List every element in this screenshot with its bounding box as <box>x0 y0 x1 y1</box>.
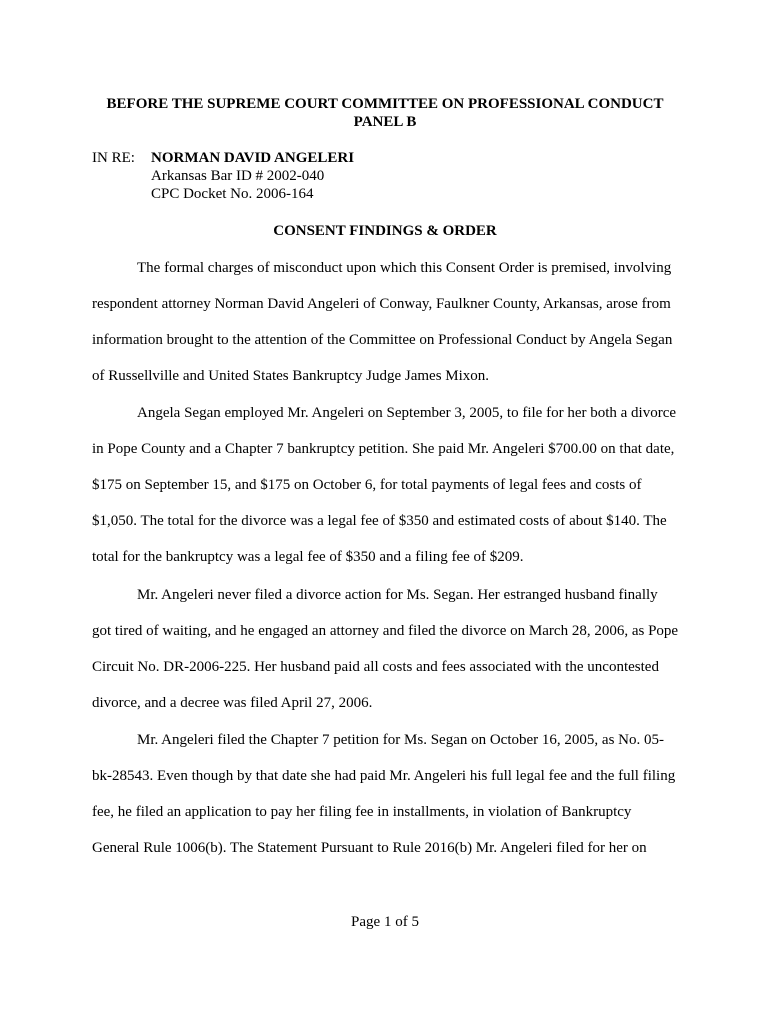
committee-heading: BEFORE THE SUPREME COURT COMMITTEE ON PROFESSIONAL CONDUCT <box>106 96 664 112</box>
body-line: Mr. Angeleri never filed a divorce action for Ms. Segan. Her estranged husband finally <box>137 587 658 603</box>
respondent-name: NORMAN DAVID ANGELERI <box>151 150 355 166</box>
body-line: information brought to the attention of the Committee on Professional Conduct by Angela Segan <box>92 332 673 348</box>
body-line: Mr. Angeleri filed the Chapter 7 petition for Ms. Segan on October 16, 2005, as No. 05- <box>137 732 664 748</box>
bar-id: Arkansas Bar ID # 2002-040 <box>151 168 325 184</box>
body-line: of Russellville and United States Bankruptcy Judge James Mixon. <box>92 368 490 384</box>
body-line: bk-28543. Even though by that date she had paid Mr. Angeleri his full legal fee and the full filing <box>92 768 676 784</box>
panel-heading: PANEL B <box>353 114 417 130</box>
docket-number: CPC Docket No. 2006-164 <box>151 186 314 202</box>
page-number: Page 1 of 5 <box>351 914 419 930</box>
body-line: fee, he filed an application to pay her filing fee in installments, in violation of Bankruptcy <box>92 804 632 820</box>
body-line: General Rule 1006(b). The Statement Pursuant to Rule 2016(b) Mr. Angeleri filed for her on <box>92 840 647 856</box>
order-title: CONSENT FINDINGS & ORDER <box>273 223 497 239</box>
body-line: The formal charges of misconduct upon which this Consent Order is premised, involving <box>137 260 672 276</box>
body-line: $175 on September 15, and $175 on October 6, for total payments of legal fees and costs of <box>92 477 642 493</box>
in-re-label: IN RE: <box>92 150 135 166</box>
body-line: $1,050. The total for the divorce was a legal fee of $350 and estimated costs of about $140. The <box>92 513 667 529</box>
body-line: got tired of waiting, and he engaged an attorney and filed the divorce on March 28, 2006, as Pope <box>92 623 679 639</box>
body-line: divorce, and a decree was filed April 27, 2006. <box>92 695 373 711</box>
body-line: Circuit No. DR-2006-225. Her husband paid all costs and fees associated with the uncontested <box>92 659 659 675</box>
body-line: total for the bankruptcy was a legal fee of $350 and a filing fee of $209. <box>92 549 524 565</box>
body-line: in Pope County and a Chapter 7 bankruptcy petition. She paid Mr. Angeleri $700.00 on that date, <box>92 441 675 457</box>
body-line: respondent attorney Norman David Angeleri of Conway, Faulkner County, Arkansas, arose from <box>92 296 671 312</box>
body-line: Angela Segan employed Mr. Angeleri on September 3, 2005, to file for her both a divorce <box>137 405 677 421</box>
